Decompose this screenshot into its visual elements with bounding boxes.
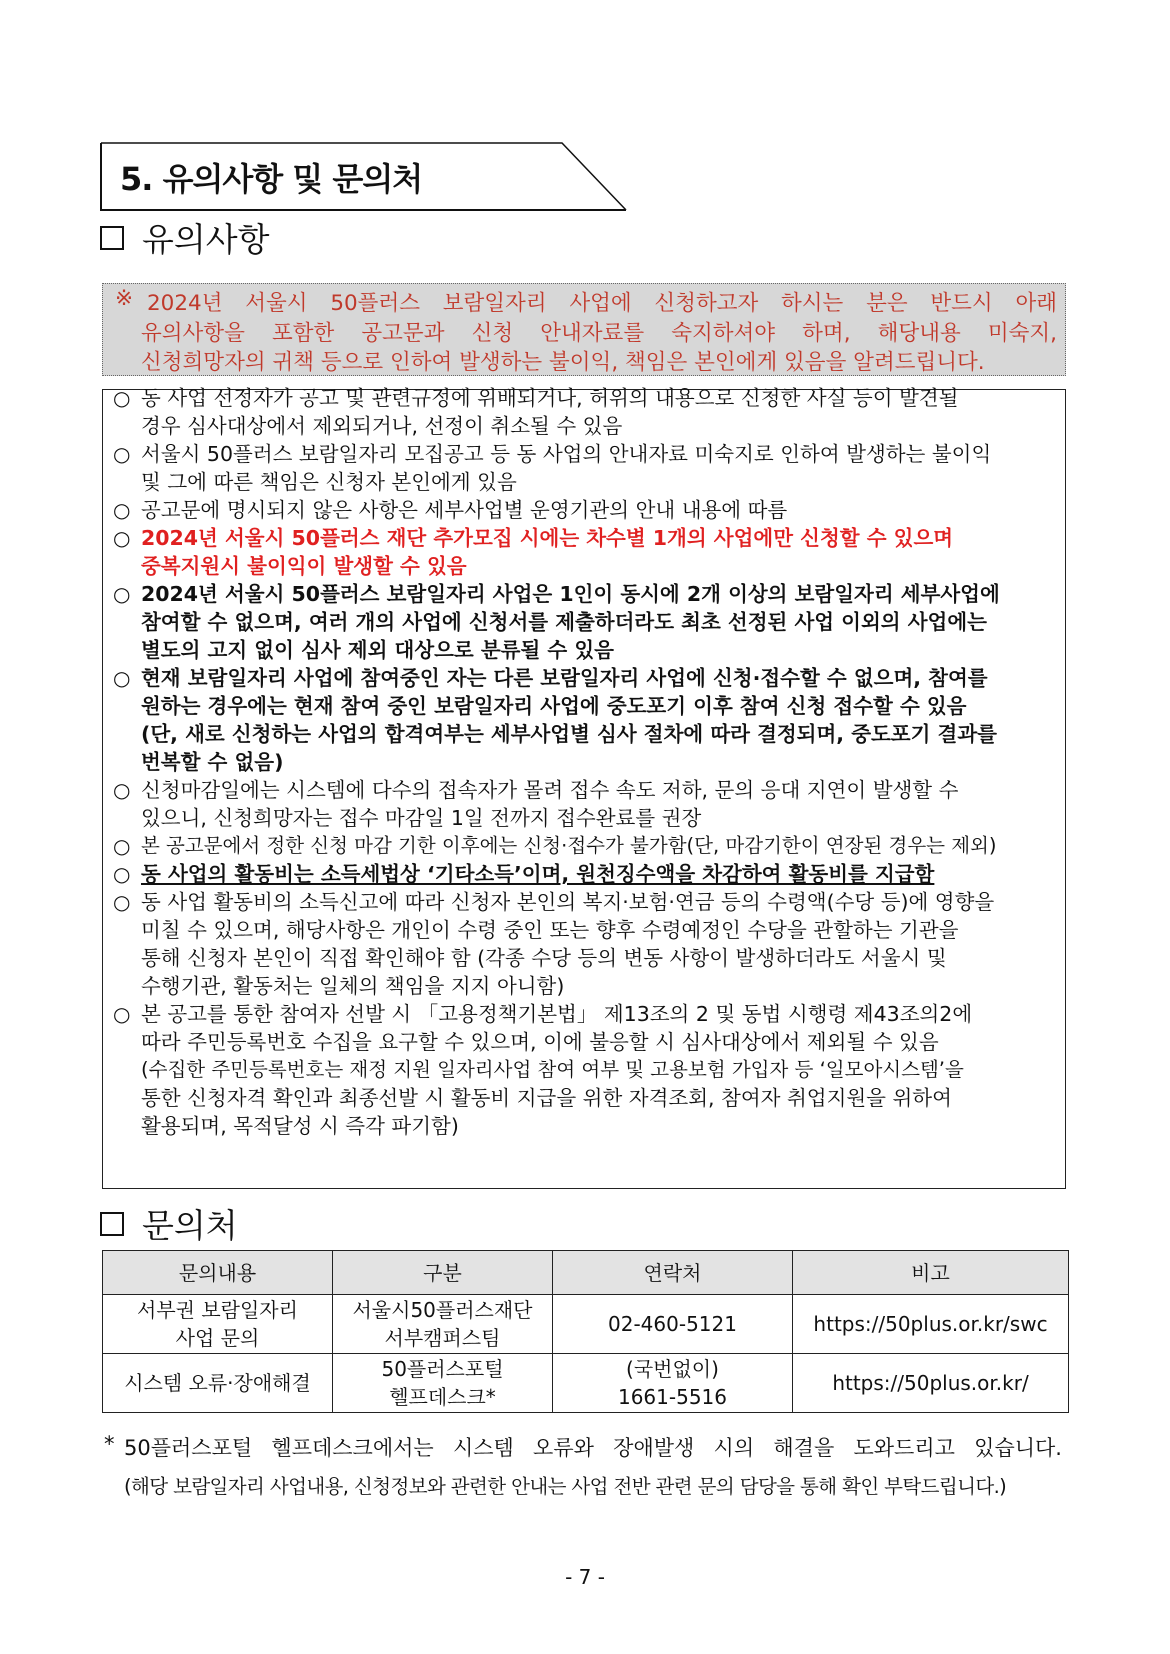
notice-line: 신청희망자의 귀책 등으로 인하여 발생하는 불이익, 책임은 본인에게 있음을 알려드립니다. <box>141 350 985 375</box>
cautions-heading <box>100 214 270 261</box>
caution-line: 통한 신청자격 확인과 최종선발 시 활동비 지급을 위한 자격조회, 참여자 취업지원을 위하여 <box>141 1086 952 1110</box>
caution-line: 별도의 고지 없이 심사 제외 대상으로 분류될 수 있음 <box>141 638 614 662</box>
circle-bullet-icon: ○ <box>113 862 131 886</box>
caution-line: 동 사업 활동비의 소득신고에 따라 신청자 본인의 복지·보험·연금 등의 수령액(수당 등)에 영향을 <box>141 890 995 914</box>
table-row <box>103 1295 1069 1354</box>
contact-heading <box>100 1200 238 1247</box>
phone-cell <box>553 1354 793 1413</box>
caution-line: 따라 주민등록번호 수집을 요구할 수 있으며, 이에 불응할 시 심사대상에서 제외될 수 있음 <box>141 1030 939 1054</box>
caution-line: 동 사업 선정자가 공고 및 관련규정에 위배되거나, 허위의 내용으로 신청한 사실 등이 발견될 <box>141 386 959 410</box>
notice-line: 2024년 서울시 50플러스 보람일자리 사업에 신청하고자 하시는 분은 반드시 아래 <box>147 291 1057 316</box>
caution-line: (단, 새로 신청하는 사업의 합격여부는 세부사업별 심사 절차에 따라 결정되며, 중도포기 결과를 <box>141 722 997 746</box>
cell-text: 서부권 보람일자리 <box>137 1298 298 1322</box>
column-header: 구분 <box>333 1251 553 1295</box>
caution-list-box <box>102 386 1066 1189</box>
caution-line: 통해 신청자 본인이 직접 확인해야 함 (각종 수당 등의 변동 사항이 발생하더라도 서울시 및 <box>141 946 947 970</box>
caution-line: 활용되며, 목적달성 시 즉각 파기함) <box>141 1114 459 1138</box>
circle-bullet-icon: ○ <box>113 890 131 914</box>
caution-line: 번복할 수 없음) <box>141 750 284 774</box>
note-cell <box>793 1295 1069 1354</box>
caution-line: 수행기관, 활동처는 일체의 책임을 지지 아니함) <box>141 974 565 998</box>
circle-bullet-icon: ○ <box>113 1002 131 1026</box>
caution-line: 있으니, 신청희망자는 접수 마감일 1일 전까지 접수완료를 권장 <box>141 806 702 830</box>
notice-line: 유의사항을 포함한 공고문과 신청 안내자료를 숙지하셔야 하며, 해당내용 미숙지, <box>141 321 1057 346</box>
circle-bullet-icon: ○ <box>113 666 131 690</box>
section-title: 5. 유의사항 및 문의처 <box>120 160 423 198</box>
caution-line: 경우 심사대상에서 제외되거나, 선정이 취소될 수 있음 <box>141 414 623 438</box>
caution-line: 미칠 수 있으며, 해당사항은 개인이 수령 중인 또는 향후 수령예정인 수당을 관할하는 기관을 <box>141 918 959 942</box>
circle-bullet-icon: ○ <box>113 526 131 550</box>
notice-box <box>102 283 1066 376</box>
contact-heading-text: 문의처 <box>142 1206 238 1245</box>
caution-line: 서울시 50플러스 보람일자리 모집공고 등 동 사업의 안내자료 미숙지로 인하여 발생하는 불이익 <box>141 442 992 466</box>
division-cell <box>333 1354 553 1413</box>
cell-text: 헬프데스크* <box>389 1385 496 1409</box>
footnote-line: 50플러스포털 헬프데스크에서는 시스템 오류와 장애발생 시의 해결을 도와드리고 있습니다. <box>124 1436 1062 1460</box>
checkbox-icon <box>100 226 124 250</box>
inquiry-cell <box>103 1354 333 1413</box>
circle-bullet-icon: ○ <box>113 834 131 858</box>
circle-bullet-icon: ○ <box>113 386 131 410</box>
column-header: 비고 <box>793 1251 1069 1295</box>
caution-line: (수집한 주민등록번호는 재정 지원 일자리사업 참여 여부 및 고용보험 가입자 등 ‘일모아시스템’을 <box>141 1058 964 1081</box>
column-header: 연락처 <box>553 1251 793 1295</box>
cautions-heading-text: 유의사항 <box>142 220 270 259</box>
phone-number: 1661-5516 <box>617 1385 727 1409</box>
notice-mark: ※ <box>115 286 134 311</box>
caution-line: 및 그에 따른 책임은 신청자 본인에게 있음 <box>141 470 517 494</box>
cell-text: 사업 문의 <box>175 1326 260 1350</box>
caution-line-underlined: 동 사업의 활동비는 소득세법상 ‘기타소득’이며, 원천징수액을 차감하여 활동비를 지급함 <box>141 862 935 886</box>
column-header: 문의내용 <box>103 1251 333 1295</box>
caution-line: 공고문에 명시되지 않은 사항은 세부사업별 운영기관의 안내 내용에 따름 <box>141 498 788 522</box>
cell-text: 50플러스포털 <box>381 1357 504 1381</box>
footnote-mark: * <box>104 1432 115 1456</box>
cell-text: (국번없이) <box>626 1357 719 1381</box>
division-cell <box>333 1295 553 1354</box>
cell-text: 서부캠퍼스팀 <box>384 1326 501 1350</box>
caution-line-highlight: 2024년 서울시 50플러스 재단 추가모집 시에는 차수별 1개의 사업에만 신청할 수 있으며 <box>141 526 954 550</box>
footnote-line: (해당 보람일자리 사업내용, 신청정보와 관련한 안내는 사업 전반 관련 문의 담당을 통해 확인 부탁드립니다.) <box>124 1475 1007 1498</box>
contact-table <box>102 1250 1069 1413</box>
caution-line: 참여할 수 없으며, 여러 개의 사업에 신청서를 제출하더라도 최초 선정된 사업 이외의 사업에는 <box>141 610 987 634</box>
caution-line: 현재 보람일자리 사업에 참여중인 자는 다른 보람일자리 사업에 신청·접수할 수 없으며, 참여를 <box>141 666 988 690</box>
caution-line: 2024년 서울시 50플러스 보람일자리 사업은 1인이 동시에 2개 이상의 보람일자리 세부사업에 <box>141 582 1000 606</box>
caution-line: 원하는 경우에는 현재 참여 중인 보람일자리 사업에 중도포기 이후 참여 신청 접수할 수 있음 <box>141 694 967 718</box>
caution-line: 신청마감일에는 시스템에 다수의 접속자가 몰려 접수 속도 저하, 문의 응대 지연이 발생할 수 <box>141 778 959 802</box>
circle-bullet-icon: ○ <box>113 498 131 522</box>
table-row <box>103 1354 1069 1413</box>
url-link[interactable]: https://50plus.or.kr/ <box>832 1371 1029 1395</box>
caution-line: 본 공고문에서 정한 신청 마감 기한 이후에는 신청·접수가 불가함(단, 마감기한이 연장된 경우는 제외) <box>141 834 997 857</box>
note-cell <box>793 1354 1069 1413</box>
page-number: - 7 - <box>565 1565 605 1589</box>
url-link[interactable]: https://50plus.or.kr/swc <box>813 1312 1048 1336</box>
caution-line: 본 공고를 통한 참여자 선발 시 「고용정책기본법」 제13조의 2 및 동법 시행령 제43조의2에 <box>141 1002 973 1026</box>
circle-bullet-icon: ○ <box>113 778 131 802</box>
circle-bullet-icon: ○ <box>113 582 131 606</box>
phone-number: 02-460-5121 <box>608 1312 737 1336</box>
caution-line-highlight: 중복지원시 불이익이 발생할 수 있음 <box>141 554 467 578</box>
inquiry-cell <box>103 1295 333 1354</box>
cell-text: 시스템 오류·장애해결 <box>124 1371 311 1395</box>
checkbox-icon <box>100 1212 124 1236</box>
circle-bullet-icon: ○ <box>113 442 131 466</box>
section-header <box>100 142 628 212</box>
phone-cell <box>553 1295 793 1354</box>
cell-text: 서울시50플러스재단 <box>352 1298 533 1322</box>
table-header-row <box>103 1251 1069 1295</box>
